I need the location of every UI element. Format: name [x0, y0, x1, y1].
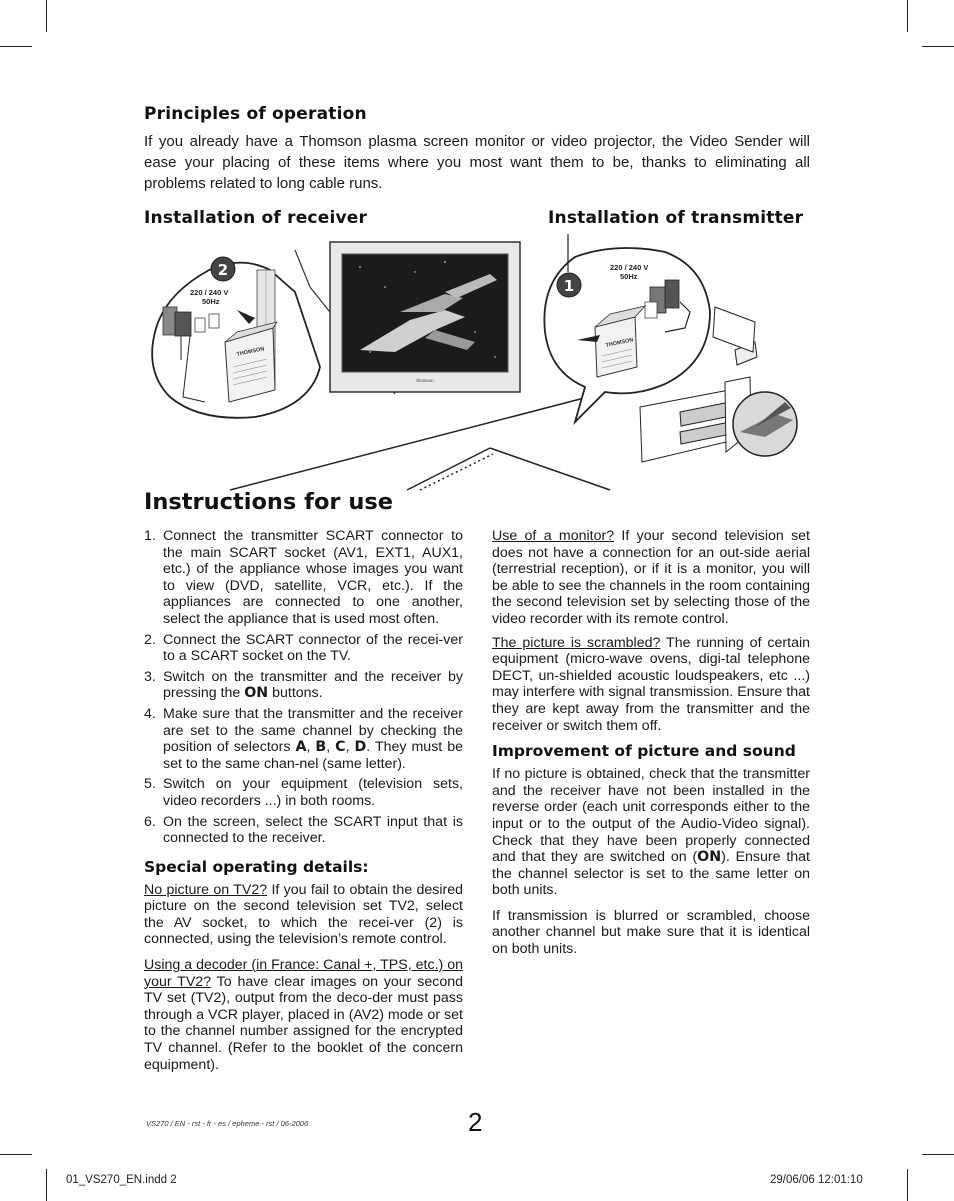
receiver-heading: Installation of receiver — [144, 208, 368, 228]
blurred-paragraph: If transmission is blurred or scrambled, choose another channel but make sure that it is identical on both units. — [492, 907, 810, 958]
plasma-tv — [330, 242, 520, 392]
principles-text: If you already have a Thomson plasma screen monitor or video projector, the Video Sender will ease your placing of these items where you most want them to be, thanks to eliminating all problems related to long cable runs. — [144, 133, 810, 192]
slug-filename: 01_VS270_EN.indd 2 — [66, 1174, 177, 1186]
special-details-heading: Special operating details: — [144, 857, 369, 876]
crop-mark — [907, 1169, 908, 1201]
page-number: 2 — [468, 1107, 483, 1137]
decoder-paragraph: Using a decoder (in France: Canal +, TPS, etc.) on your TV2? To have clear images on your second TV set (TV2), output from the deco-der must pass through a VCR player, placed in (AV2) mode or set to the channel number assigned for the encrypted TV channel. (Refer to the booklet of the concern equipment). — [144, 957, 463, 1073]
receiver-callout — [152, 257, 320, 418]
instructions-title: Instructions for use — [144, 489, 394, 515]
transmitter-callout — [544, 248, 710, 422]
principles-heading: Principles of operation — [144, 104, 367, 124]
instruction-steps — [144, 528, 463, 847]
crop-mark — [0, 1154, 32, 1155]
transmitter-step-badge: 1 — [563, 277, 575, 295]
crop-mark — [922, 1154, 954, 1155]
transmitter-heading: Installation of transmitter — [548, 208, 804, 228]
crop-mark — [46, 1169, 47, 1201]
receiver-voltage-line2: 50Hz — [202, 297, 220, 306]
step-item: 6. On the screen, select the SCART input that is connected to the receiver. — [144, 813, 463, 847]
transmitter-voltage-line1: 220 / 240 V — [610, 263, 649, 272]
right-column — [492, 528, 810, 967]
improvement-heading: Improvement of picture and sound — [492, 742, 796, 761]
crop-mark — [0, 46, 32, 47]
no-picture-paragraph: No picture on TV2? If you fail to obtain the desired picture on the second television set TV2, select the AV socket, to which the recei-ver (2) is connected, using the television’s remote control. — [144, 881, 464, 948]
crop-mark — [907, 0, 908, 32]
installation-illustration — [145, 232, 805, 494]
step-item: 5. Switch on your equipment (television sets, video recorders ...) in both rooms. — [144, 776, 463, 809]
footer-reference: VS270 / EN - rst - fr - es / epheme - rst / 06-2006 — [146, 1119, 309, 1128]
step-item: 1. Connect the transmitter SCART connector to the main SCART socket (AV1, EXT1, AUX1, etc.) of the appliance whose images you want to view (DVD, satellite, VCR, etc.). If the appliances are connected to one another, select the appliance that is used most often. — [144, 528, 463, 627]
step-item: 4. Make sure that the transmitter and the receiver are set to the same channel by checking the position of selectors A, B, C, D. They must be set to the same chan-nel (same letter). — [144, 705, 464, 772]
video-source-inset — [733, 392, 797, 456]
slug-timestamp: 29/06/06 12:01:10 — [770, 1174, 863, 1186]
left-column — [144, 528, 463, 1082]
step-item: 3. Switch on the transmitter and the receiver by pressing the ON buttons. — [144, 668, 463, 702]
receiver-brand-label: THOMSON — [236, 346, 265, 358]
receiver-voltage-line1: 220 / 240 V — [190, 288, 229, 297]
crop-mark — [46, 0, 47, 32]
crop-mark — [922, 46, 954, 47]
monitor-paragraph: Use of a monitor? If your second television set does not have a connection for an out-side aerial (terrestrial reception), or if it is a monitor, you will be able to see the channels in the room containing the second television set by selecting those of the video recorder with its remote control. — [492, 528, 810, 627]
scrambled-paragraph: The picture is scrambled? The running of certain equipment (micro-wave ovens, digi-tal telephone DECT, un-shielded acoustic loudspeakers, etc ...) may interfere with signal transmission. Ensure that they are kept away from the transmitter and the receiver or switch them off. — [492, 634, 811, 734]
transmitter-voltage-line2: 50Hz — [620, 272, 638, 281]
step-item: 2. Connect the SCART connector of the recei-ver to a SCART socket on the TV. — [144, 631, 463, 665]
receiver-step-badge: 2 — [217, 261, 229, 279]
no-picture-check-paragraph: If no picture is obtained, check that the transmitter and the receiver have not been installed in the reverse order (each unit corresponds either to the input or to the output of the Audio-Video signal). Check that they have been properly connected and that they are switched on (ON). Ensure that the channel selector is set to the same letter on both units. — [492, 766, 810, 899]
transmitter-brand-label: THOMSON — [605, 337, 634, 349]
tv-brand-label: thomson — [416, 378, 434, 383]
